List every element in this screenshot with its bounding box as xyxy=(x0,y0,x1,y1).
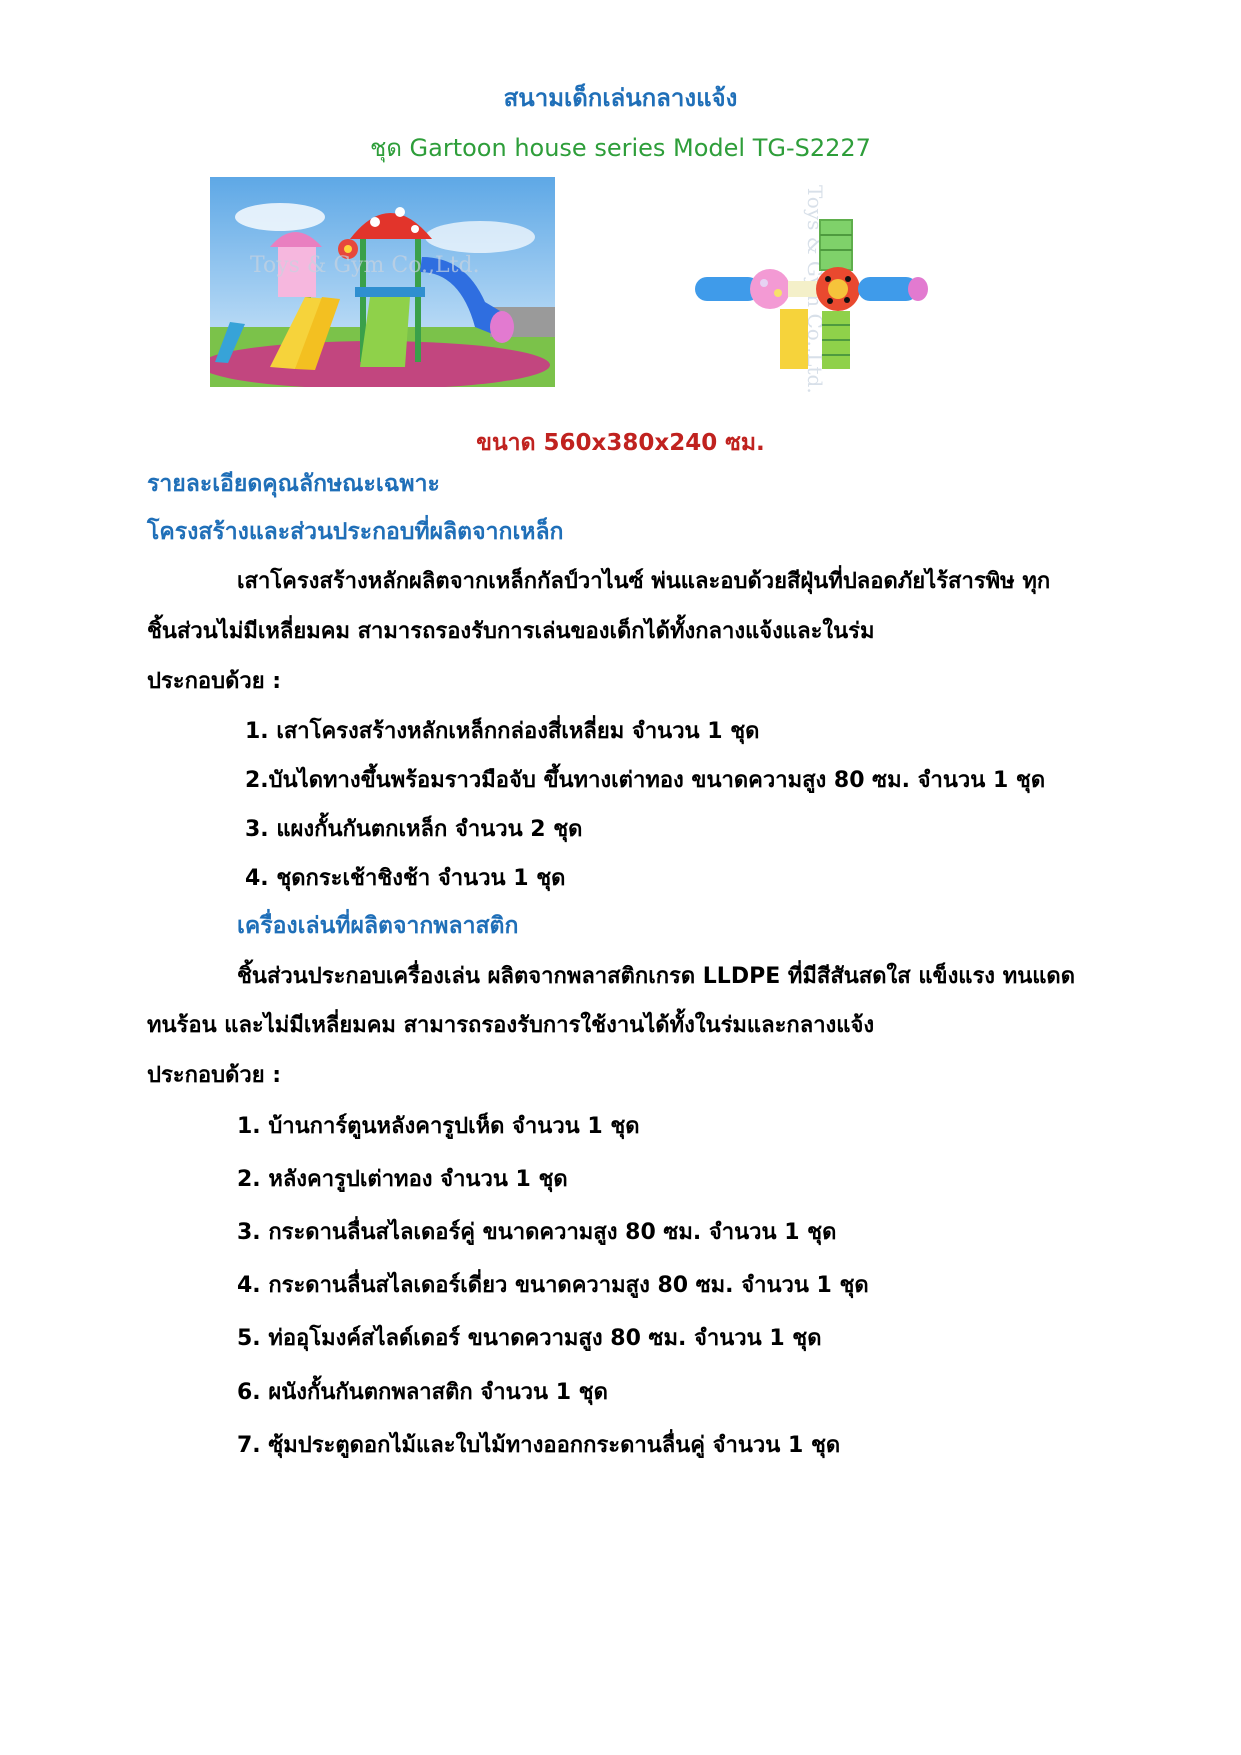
product-model-subtitle: ชุด Gartoon house series Model TG-S2227 xyxy=(370,134,871,162)
playground-photo-illustration xyxy=(210,177,555,387)
dimensions-label: ขนาด 560x380x240 ซม. xyxy=(476,430,765,456)
plastic-item: 4. กระดานลื่นสไลเดอร์เดี่ยว ขนาดความสูง 80 ซม. จำนวน 1 ชุด xyxy=(237,1273,869,1298)
spec-heading: รายละเอียดคุณลักษณะเฉพาะ xyxy=(147,471,440,497)
steel-description-line-2: ชิ้นส่วนไม่มีเหลี่ยมคม สามารถรองรับการเล่นของเด็กได้ทั้งกลางแจ้งและในร่ม xyxy=(147,619,875,644)
steel-section-heading: โครงสร้างและส่วนประกอบที่ผลิตจากเหล็ก xyxy=(147,519,564,545)
plastic-components-label: ประกอบด้วย : xyxy=(147,1063,282,1088)
playground-top-view-illustration xyxy=(690,185,935,400)
photo-watermark: Toys & Gym Co.,Ltd. xyxy=(250,253,480,278)
steel-item: 4. ชุดกระเช้าชิงช้า จำนวน 1 ชุด xyxy=(245,866,566,891)
steel-item: 1. เสาโครงสร้างหลักเหล็กกล่องสี่เหลี่ยม จำนวน 1 ชุด xyxy=(245,719,760,744)
steel-description-line-1: เสาโครงสร้างหลักผลิตจากเหล็กกัลป์วาไนซ์ พ่นและอบด้วยสีฝุ่นที่ปลอดภัยไร้สารพิษ ทุก xyxy=(237,569,1051,594)
plastic-section-heading: เครื่องเล่นที่ผลิตจากพลาสติก xyxy=(237,913,519,939)
steel-components-label: ประกอบด้วย : xyxy=(147,669,282,694)
steel-item: 3. แผงกั้นกันตกเหล็ก จำนวน 2 ชุด xyxy=(245,817,583,842)
plastic-item: 7. ซุ้มประตูดอกไม้และใบไม้ทางออกกระดานลื่นคู่ จำนวน 1 ชุด xyxy=(237,1433,841,1458)
plastic-description-line-2: ทนร้อน และไม่มีเหลี่ยมคม สามารถรองรับการใช้งานได้ทั้งในร่มและกลางแจ้ง xyxy=(147,1013,875,1038)
page-title: สนามเด็กเล่นกลางแจ้ง xyxy=(503,84,738,112)
plastic-item: 5. ท่ออุโมงค์สไลด์เดอร์ ขนาดความสูง 80 ซม. จำนวน 1 ชุด xyxy=(237,1326,822,1351)
plastic-item: 3. กระดานลื่นสไลเดอร์คู่ ขนาดความสูง 80 ซม. จำนวน 1 ชุด xyxy=(237,1220,837,1245)
plastic-item: 2. หลังคารูปเต่าทอง จำนวน 1 ชุด xyxy=(237,1167,568,1192)
product-photo xyxy=(210,177,555,387)
topview-watermark: Toys & Co.,Ltd. xyxy=(803,185,827,394)
product-top-view xyxy=(690,185,935,400)
plastic-description-line-1: ชิ้นส่วนประกอบเครื่องเล่น ผลิตจากพลาสติกเกรด LLDPE ที่มีสีสันสดใส แข็งแรง ทนแดด xyxy=(237,964,1075,989)
plastic-item: 6. ผนังกั้นกันตกพลาสติก จำนวน 1 ชุด xyxy=(237,1380,608,1405)
steel-item: 2.บันไดทางขึ้นพร้อมราวมือจับ ขึ้นทางเต่าทอง ขนาดความสูง 80 ซม. จำนวน 1 ชุด xyxy=(245,768,1046,793)
plastic-item: 1. บ้านการ์ตูนหลังคารูปเห็ด จำนวน 1 ชุด xyxy=(237,1114,640,1139)
